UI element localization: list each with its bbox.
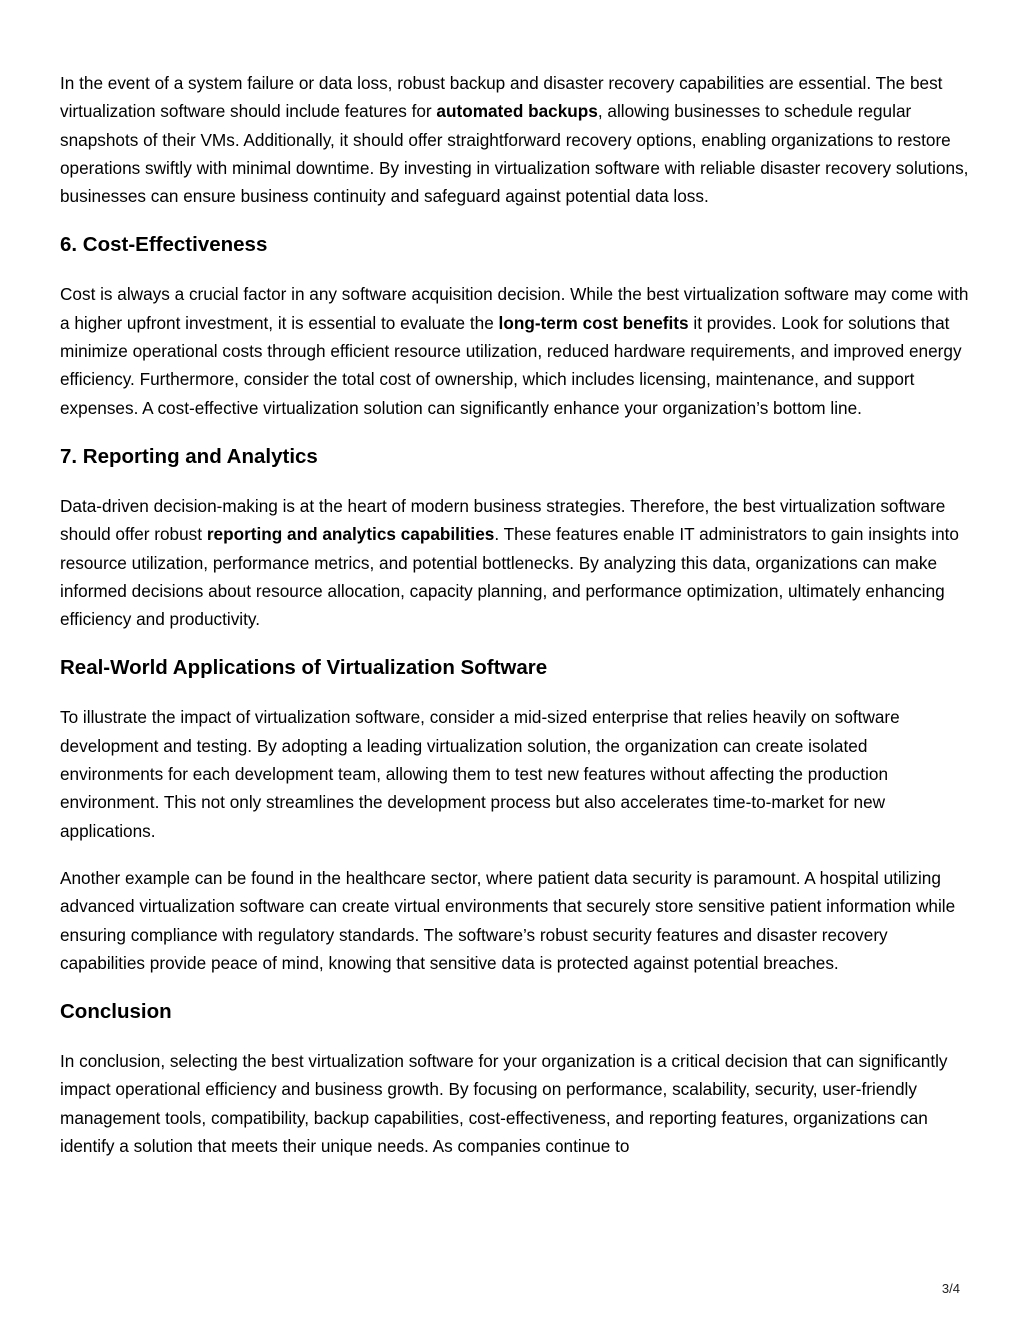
reporting-text-b: . These features enable IT administrators to gain insights into resource utilization, performance metrics, and potential bottlenecks. By analyzing this data, organizations can make informed decisions about resource allocation, capacity planning, and performance optimization, ultimately enhancing efficiency and productivity. [60, 524, 959, 630]
conclusion-heading: Conclusion [60, 1000, 172, 1024]
backup-text-bold: automated backups [436, 101, 598, 122]
conclusion-paragraph: In conclusion, selecting the best virtualization software for your organization is a critical decision that can significantly impact operational efficiency and business growth. By focusing on performance, scalability, security, user-friendly management tools, compatibility, backup capabilities, cost-effectiveness, and reporting features, organizations can identify a solution that meets their unique needs. As companies continue to [60, 1051, 948, 1157]
document-page [60, 69, 972, 1160]
backup-text-b: , allowing businesses to schedule regular snapshots of their VMs. Additionally, it should offer straightforward recovery options, enabling organizations to restore operations swiftly with minimal downtime. By investing in virtualization software with reliable disaster recovery solutions, businesses can ensure business continuity and safeguard against potential data loss. [60, 101, 969, 207]
cost-text-bold: long-term cost benefits [498, 312, 689, 333]
cost-paragraph [60, 280, 972, 421]
backup-paragraph [60, 69, 972, 210]
reporting-heading: 7. Reporting and Analytics [60, 444, 318, 468]
applications-paragraph-2: Another example can be found in the healthcare sector, where patient data security is paramount. A hospital utilizing advanced virtualization software can create virtual environments that securely store sensitive patient information while ensuring compliance with regulatory standards. The software’s robust security features and disaster recovery capabilities provide peace of mind, knowing that sensitive data is protected against potential breaches. [60, 867, 956, 973]
applications-heading: Real-World Applications of Virtualization Software [60, 656, 548, 680]
cost-text-b: it provides. Look for solutions that minimize operational costs through efficient resource utilization, reduced hardware requirements, and improved energy efficiency. Furthermore, consider the total cost of ownership, which includes licensing, maintenance, and support expenses. A cost-effective virtualization solution can significantly enhance your organization’s bottom line. [60, 312, 962, 418]
cost-text-a: Cost is always a crucial factor in any software acquisition decision. While the best virtualization software may come with a higher upfront investment, it is essential to evaluate the [60, 284, 969, 333]
backup-text-a: In the event of a system failure or data loss, robust backup and disaster recovery capabilities are essential. The best virtualization software should include features for [60, 73, 943, 122]
reporting-text-bold: reporting and analytics capabilities [206, 524, 495, 545]
page-number: 3/4 [941, 1281, 960, 1296]
applications-paragraph-1: To illustrate the impact of virtualization software, consider a mid-sized enterprise that relies heavily on software development and testing. By adopting a leading virtualization solution, the organization can create isolated environments for each development team, allowing them to test new features without affecting the production environment. This not only streamlines the development process but also accelerates time-to-market for new applications. [60, 707, 900, 841]
cost-heading: 6. Cost-Effectiveness [60, 233, 268, 257]
reporting-text-a: Data-driven decision-making is at the heart of modern business strategies. Therefore, the best virtualization software should offer robust [60, 495, 946, 545]
reporting-paragraph [60, 492, 972, 633]
